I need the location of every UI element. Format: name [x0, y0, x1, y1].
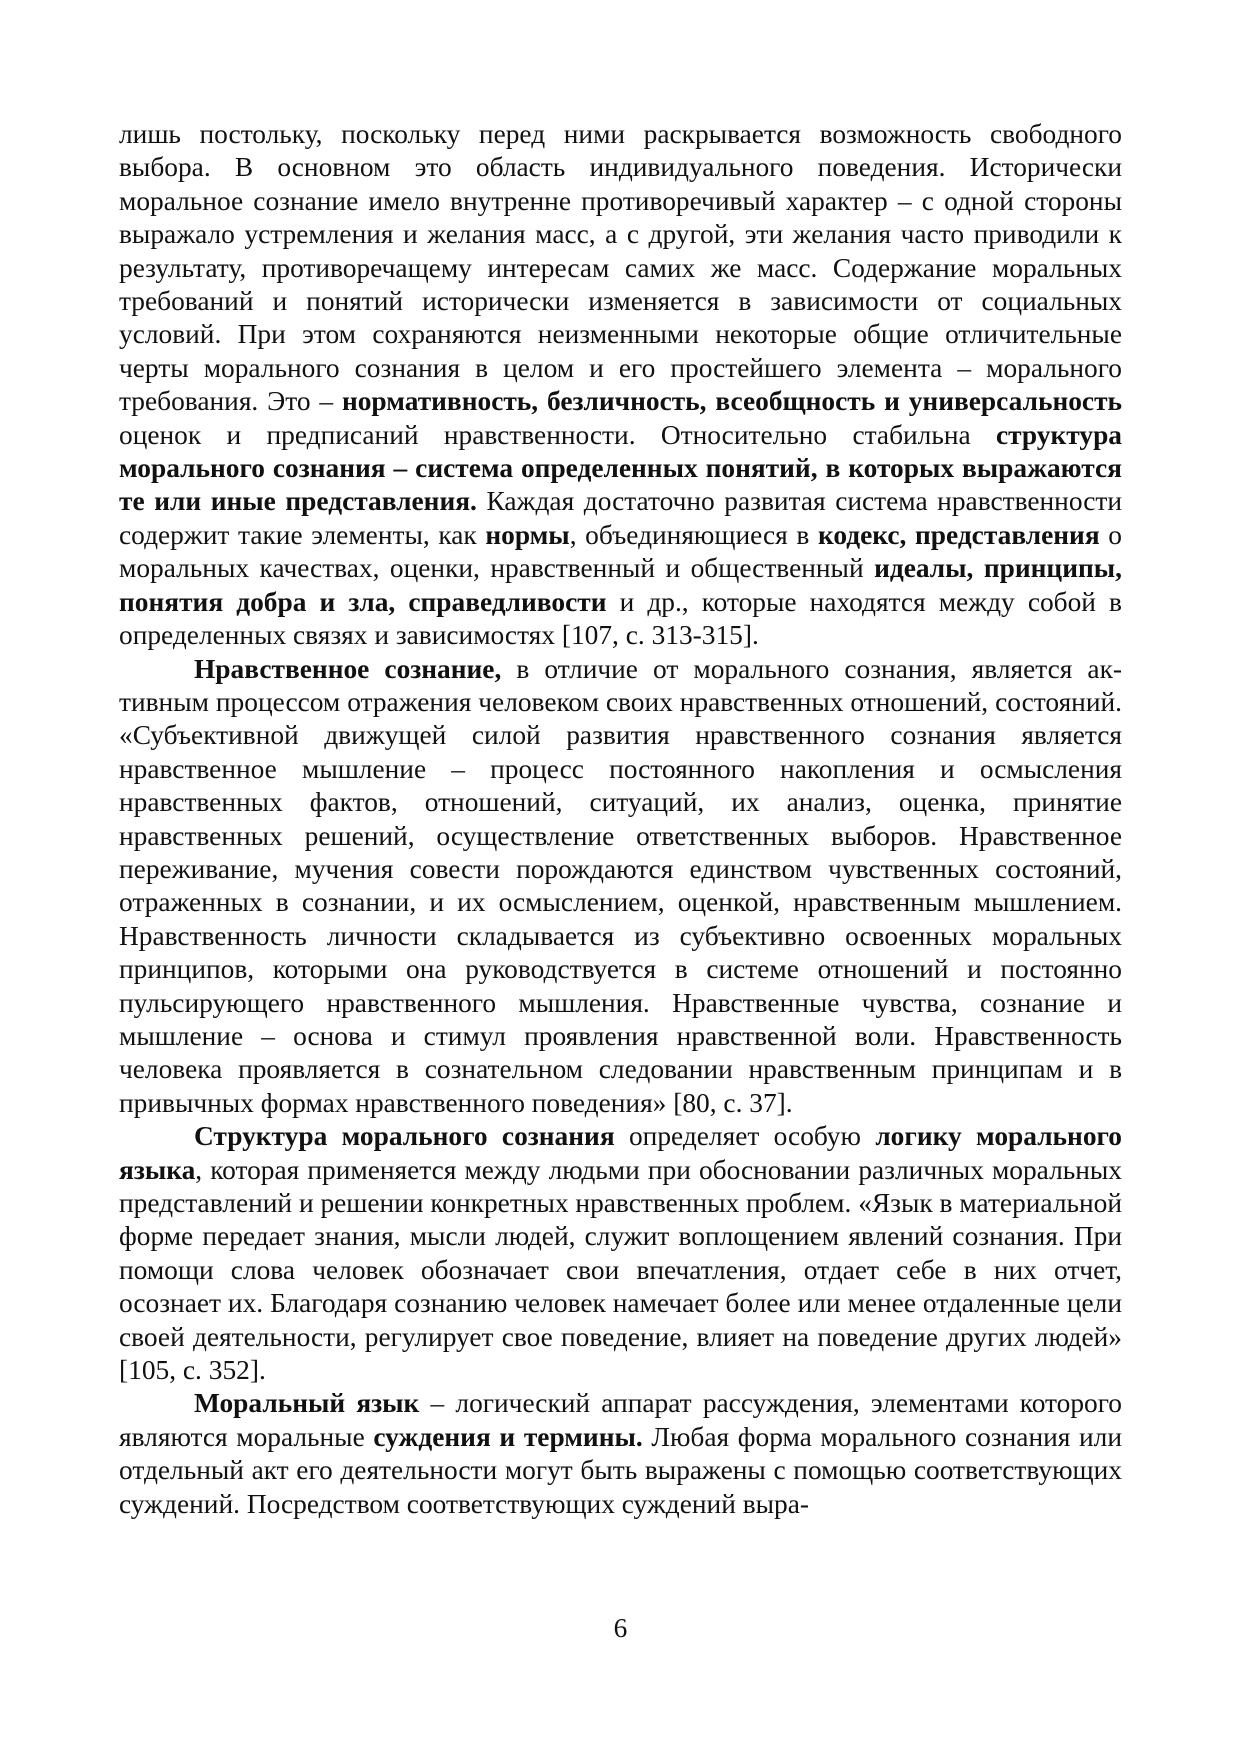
text-run: , которая применяется между людьми при обосновании различных моральных представлений и решении конкретных нравственных проблем. «Язык в материальной форме передает знания, мысли людей, служит воплощением явлений сознания. При помощи слова человек обозначает свои впечатления, отдает себе в них отчет, осознает их. Благодаря сознанию человек намечает более или менее отдаленные цели своей деятельности, регулирует свое поведение, влияет на поведение других людей» [105, с. 352].: [119, 1154, 1122, 1386]
text-run: лишь постольку, поскольку перед ними раскрывается возможность свободного выбора. В основном это область индивидуального поведения. Исторически моральное сознание имело внутренне противоречивый характер – с одной стороны выражало устремления и желания масс, а с другой, эти желания часто приводили к результату, противоречащему интересам самих же масс. Содержание моральных требований и понятий исторически изменяется в зависимости от социальных условий. При этом сохраняются неизменными некоторые общие отличительные черты морального сознания в целом и его простейшего элемента – морального требования. Это –: [119, 119, 1122, 417]
bold-text-run: логику морального языка: [119, 1121, 1122, 1185]
paragraph-4: [119, 1387, 1122, 1521]
paragraph-1: [119, 118, 1122, 653]
text-run: в отличие от морального сознания, является активным процессом отражения человеком своих нравственных отношений, состояний. «Субъективной движущей силой развития нравственного сознания является нравственное мышление – процесс постоянного накопления и осмысления нравственных фактов, отношений, ситуаций, их анализ, оценка, принятие нравственных решений, осуществление ответственных выборов. Нравственное переживание, мучения совести порождаются единством чувственных состояний, отраженных в сознании, и их осмыслением, оценкой, нравственным мышлением. Нравственность личности складывается из субъективно освоенных моральных принципов, которыми она руководствуется в системе отношений и постоянно пульсирующего нравственного мышления. Нравственные чувства, сознание и мышление – основа и стимул проявления нравственной воли. Нравственность человека проявляется в сознательном следовании нравственным принципам и в привычных формах нравственного поведения» [80, с. 37].: [119, 653, 1123, 1118]
text-run: , объединяющиеся в: [569, 519, 818, 550]
bold-text-run: нормативность, безличность, всеобщность и универсальность: [341, 386, 1123, 417]
text-run: – логический аппарат рассуждения, элементами которого являются моральные: [119, 1388, 1122, 1452]
text-run: определяет особую: [614, 1121, 876, 1152]
bold-text-run: структура морального сознания – система определенных понятий, в которых выражаются те или иные представления.: [119, 419, 1122, 517]
text-run: и др., которые находятся между собой в определенных связях и зависимостях [107, с. 313-315].: [119, 586, 1122, 651]
paragraph-3: [119, 1120, 1122, 1387]
text-run: оценок и предписаний нравственности. Относительно стабильна: [119, 419, 996, 450]
text-run: о моральных качествах, оценки, нравственный и общественный: [119, 519, 1122, 584]
bold-text-run: суждения и термины.: [373, 1421, 643, 1452]
bold-text-run: Моральный язык: [194, 1388, 420, 1419]
text-run: Любая форма морального сознания или отдельный акт его деятельности могут быть выражены с помощью соответствующих суждений. Посредством соответствующих суждений выра-: [119, 1421, 1122, 1519]
bold-text-run: Структура морального сознания: [194, 1121, 615, 1152]
bold-text-run: идеалы, принципы, понятия добра и зла, справедливости: [119, 553, 1122, 617]
bold-text-run: кодекс, представления: [817, 519, 1100, 550]
paragraph-2: [119, 653, 1122, 1121]
bold-text-run: нормы: [485, 519, 570, 550]
text-run: Каждая достаточно развитая система нравственности содержит такие элементы, как: [119, 486, 1123, 550]
bold-text-run: Нравственное сознание,: [194, 653, 502, 684]
page-number: 6: [613, 1613, 628, 1643]
body-text: [119, 118, 1122, 1521]
